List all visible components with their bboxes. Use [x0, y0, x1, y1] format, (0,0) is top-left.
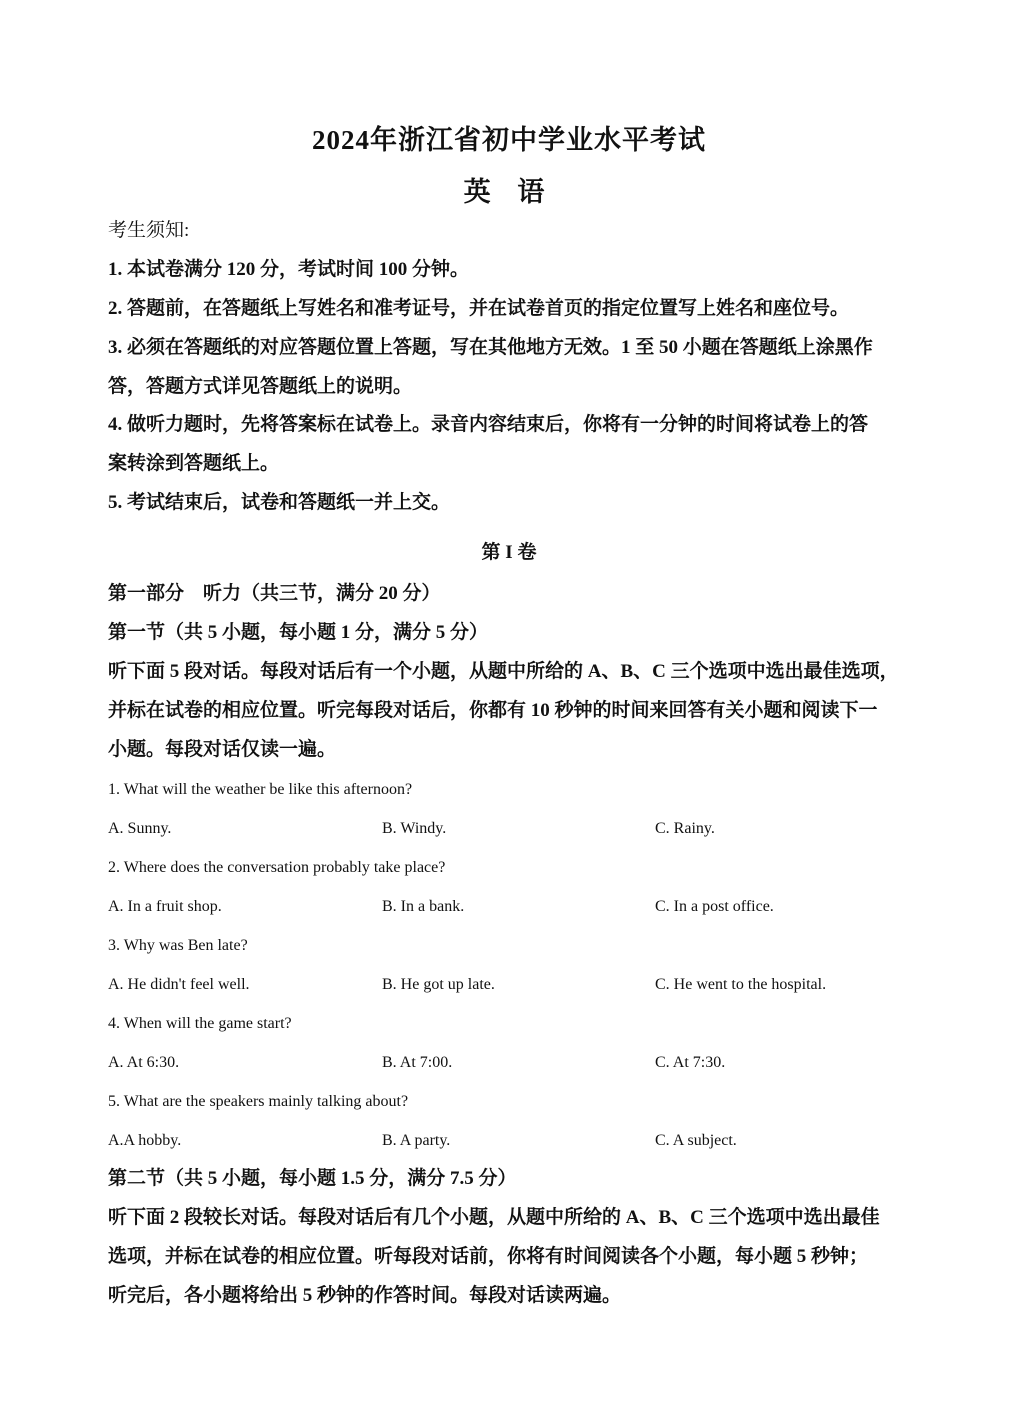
section1-instruction: 听下面 5 段对话。每段对话后有一个小题，从题中所给的 A、B、C 三个选项中选出最佳选项，	[108, 661, 899, 682]
notice-heading: 考生须知:	[108, 220, 190, 241]
option-a: A.A hobby.	[108, 1132, 182, 1149]
subject-title: 英 语	[463, 177, 555, 207]
notice-item: 3. 必须在答题纸的对应答题位置上答题，写在其他地方无效。1 至 50 小题在答题纸上涂黑作	[108, 337, 873, 358]
section1-instruction: 小题。每段对话仅读一遍。	[108, 739, 337, 760]
question-stem: 1. What will the weather be like this afternoon?	[108, 781, 413, 798]
option-b: B. In a bank.	[382, 898, 465, 915]
option-c: C. In a post office.	[655, 898, 774, 915]
option-b: B. Windy.	[382, 820, 447, 837]
section2-instruction: 听完后，各小题将给出 5 秒钟的作答时间。每段对话读两遍。	[108, 1285, 622, 1306]
option-c: C. Rainy.	[655, 820, 715, 837]
notice-item: 1. 本试卷满分 120 分，考试时间 100 分钟。	[108, 259, 470, 280]
exam-title: 2024年浙江省初中学业水平考试	[312, 125, 706, 155]
option-c: C. A subject.	[655, 1132, 737, 1149]
section2-instruction: 听下面 2 段较长对话。每段对话后有几个小题，从题中所给的 A、B、C 三个选项中选出最佳	[108, 1207, 880, 1228]
option-a: A. He didn't feel well.	[108, 976, 250, 993]
section2-title: 第二节（共 5 小题，每小题 1.5 分，满分 7.5 分）	[108, 1168, 517, 1189]
option-b: B. He got up late.	[382, 976, 495, 993]
section1-instruction: 并标在试卷的相应位置。听完每段对话后，你都有 10 秒钟的时间来回答有关小题和阅读下一	[108, 700, 878, 721]
part1-title: 第一部分 听力（共三节，满分 20 分）	[108, 583, 441, 604]
question-stem: 4. When will the game start?	[108, 1015, 292, 1032]
option-a: A. Sunny.	[108, 820, 172, 837]
section2-instruction: 选项，并标在试卷的相应位置。听每段对话前，你将有时间阅读各个小题，每小题 5 秒钟；	[108, 1246, 869, 1267]
notice-item: 4. 做听力题时，先将答案标在试卷上。录音内容结束后，你将有一分钟的时间将试卷上的答	[108, 414, 869, 435]
option-a: A. In a fruit shop.	[108, 898, 222, 915]
section1-title: 第一节（共 5 小题，每小题 1 分，满分 5 分）	[108, 622, 489, 643]
notice-item: 答，答题方式详见答题纸上的说明。	[108, 376, 413, 397]
volume-label: 第 I 卷	[481, 542, 537, 563]
question-stem: 5. What are the speakers mainly talking about?	[108, 1093, 409, 1110]
question-stem: 3. Why was Ben late?	[108, 937, 248, 954]
notice-item: 5. 考试结束后，试卷和答题纸一并上交。	[108, 492, 451, 513]
option-c: C. At 7:30.	[655, 1054, 726, 1071]
question-stem: 2. Where does the conversation probably take place?	[108, 859, 446, 876]
option-c: C. He went to the hospital.	[655, 976, 827, 993]
option-b: B. A party.	[382, 1132, 451, 1149]
option-b: B. At 7:00.	[382, 1054, 453, 1071]
option-a: A. At 6:30.	[108, 1054, 180, 1071]
notice-item: 案转涂到答题纸上。	[108, 453, 280, 474]
notice-item: 2. 答题前，在答题纸上写姓名和准考证号，并在试卷首页的指定位置写上姓名和座位号。	[108, 298, 850, 319]
